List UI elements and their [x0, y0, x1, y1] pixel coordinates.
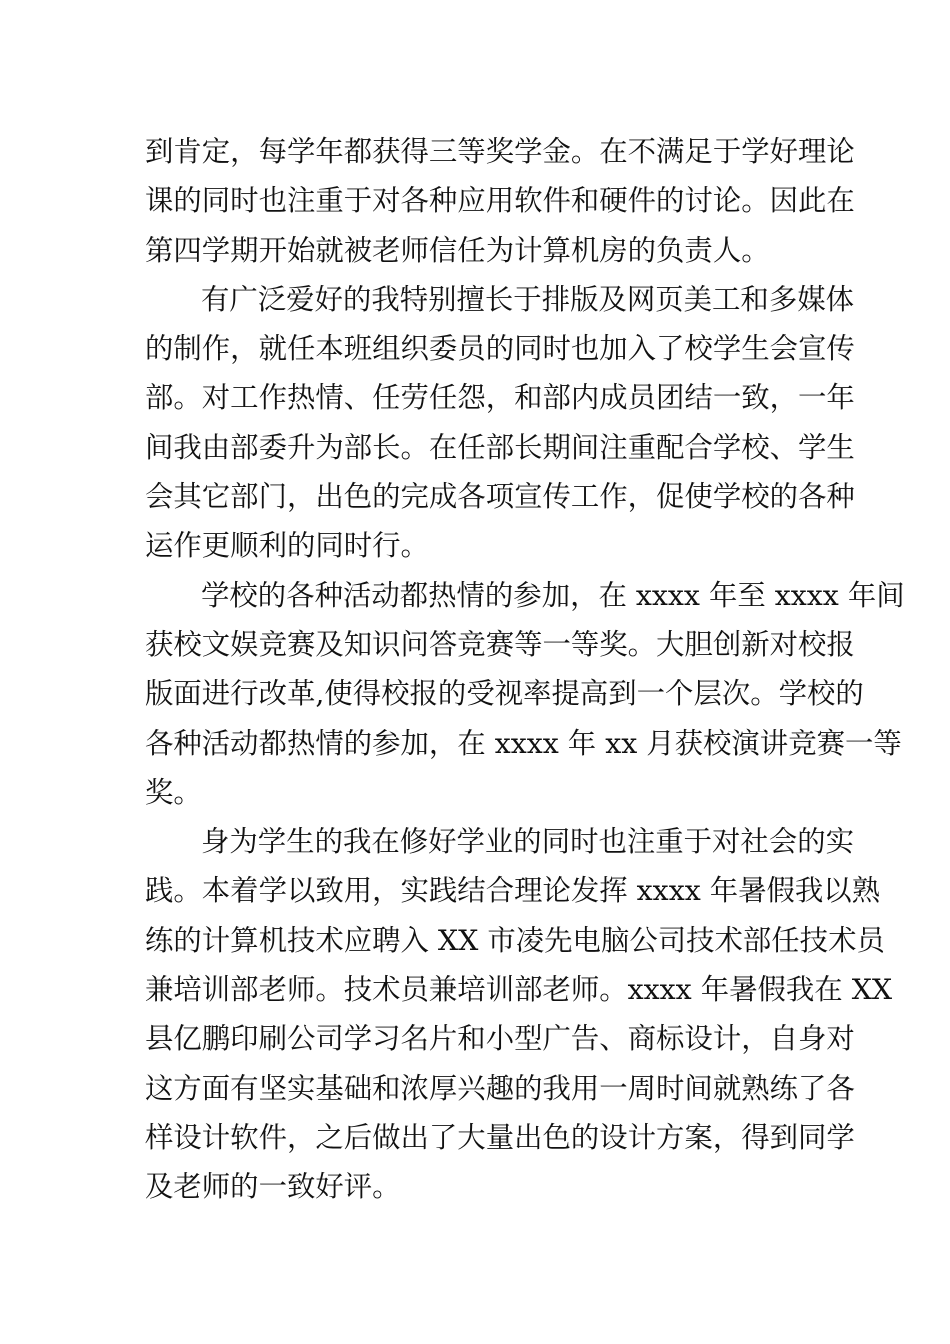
text-line: 有广泛爱好的我特别擅长于排版及网页美工和多媒体 [201, 282, 854, 316]
text-line: 及老师的一致好评。 [145, 1170, 401, 1204]
text-line: 奖。 [145, 775, 202, 809]
text-line: 课的同时也注重于对各种应用软件和硬件的讨论。因此在 [145, 184, 855, 218]
text-line: 运作更顺利的同时行。 [145, 529, 429, 563]
text-line: 兼培训部老师。技术员兼培训部老师。xxxx 年暑假我在 XX [145, 973, 893, 1007]
text-line: 的制作，就任本班组织委员的同时也加入了校学生会宣传 [145, 332, 855, 366]
text-line: 会其它部门，出色的完成各项宣传工作，促使学校的各种 [145, 480, 855, 514]
text-line: 这方面有坚实基础和浓厚兴趣的我用一周时间就熟练了各 [145, 1071, 855, 1105]
paragraph-3 [145, 571, 905, 817]
text-line: 践。本着学以致用，实践结合理论发挥 xxxx 年暑假我以熟 [145, 874, 881, 908]
text-line: 版面进行改革,使得校报的受视率提高到一个层次。学校的 [145, 677, 864, 711]
text-line: 各种活动都热情的参加，在 xxxx 年 xx 月获校演讲竞赛一等 [145, 726, 902, 760]
text-line: 练的计算机技术应聘入 XX 市凌先电脑公司技术部任技术员 [145, 923, 885, 957]
text-line: 获校文娱竞赛及知识问答竞赛等一等奖。大胆创新对校报 [145, 627, 855, 661]
body-text [145, 127, 905, 1212]
text-line: 间我由部委升为部长。在任部长期间注重配合学校、学生 [145, 430, 855, 464]
text-line: 到肯定，每学年都获得三等奖学金。在不满足于学好理论 [145, 135, 855, 168]
text-line: 部。对工作热情、任劳任怨，和部内成员团结一致，一年 [145, 381, 855, 415]
paragraph-2 [145, 275, 855, 571]
text-line: 第四学期开始就被老师信任为计算机房的负责人。 [145, 233, 770, 267]
text-line: 身为学生的我在修好学业的同时也注重于对社会的实 [201, 825, 854, 859]
text-line: 县亿鹏印刷公司学习名片和小型广告、商标设计，自身对 [145, 1022, 855, 1056]
text-line: 样设计软件，之后做出了大量出色的设计方案，得到同学 [145, 1120, 855, 1154]
paragraph-1 [145, 127, 855, 275]
text-line: 学校的各种活动都热情的参加，在 xxxx 年至 xxxx 年间 [201, 578, 905, 612]
paragraph-4 [145, 817, 893, 1211]
